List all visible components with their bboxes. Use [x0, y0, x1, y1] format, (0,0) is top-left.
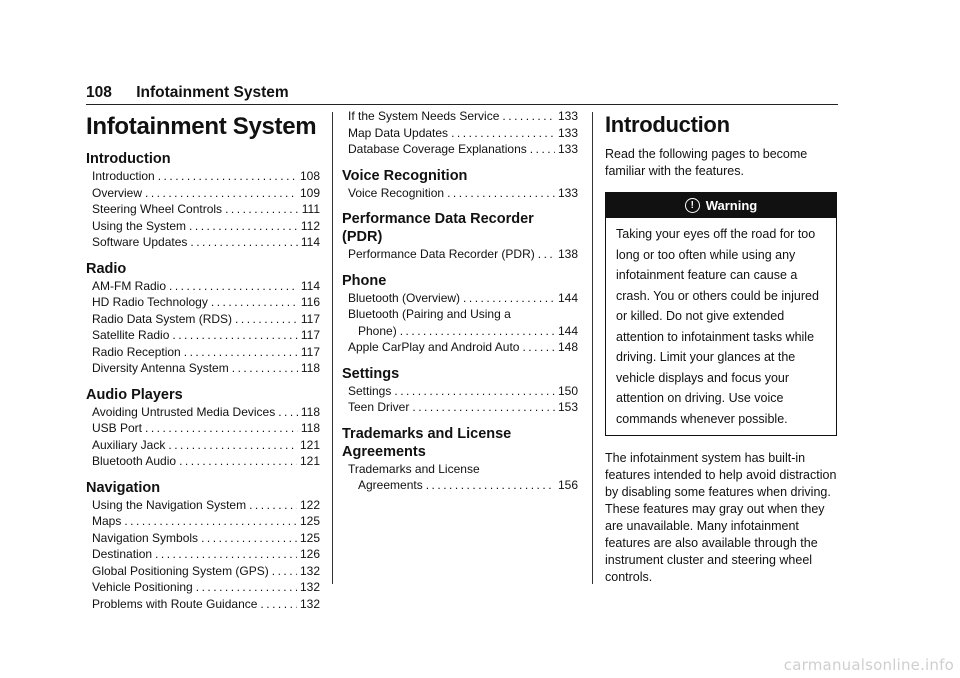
toc-entry-label: Trademarks and License — [348, 461, 480, 476]
toc-entry[interactable] — [92, 579, 320, 596]
toc-section-title: Voice Recognition — [342, 167, 468, 184]
toc-entry-page: 118 — [300, 421, 320, 435]
toc-entry-label: Avoiding Untrusted Media Devices — [92, 404, 276, 419]
toc-entry-label: Bluetooth (Pairing and Using a — [348, 307, 511, 321]
toc-entry-page: 133 — [557, 185, 578, 200]
toc-voice-list — [348, 185, 578, 202]
toc-entry[interactable] — [92, 185, 320, 202]
toc-entry[interactable] — [92, 360, 320, 377]
toc-entry-page: 125 — [299, 514, 320, 528]
toc-entry[interactable] — [92, 168, 320, 185]
toc-entry-page: 144 — [557, 290, 578, 305]
toc-entry[interactable] — [92, 311, 320, 328]
toc-entry-page: 144 — [557, 323, 578, 338]
toc-trademarks-list — [348, 461, 578, 494]
toc-entry-page: 148 — [557, 340, 578, 354]
toc-pdr-list — [348, 246, 578, 263]
column-divider — [592, 112, 593, 584]
column-divider — [332, 112, 333, 584]
toc-entry-label: Voice Recognition — [348, 185, 445, 200]
toc-entry[interactable] — [92, 420, 320, 437]
toc-entry-label: Overview — [92, 185, 143, 200]
warning-text: Taking your eyes off the road for too long or too often while using any infotainment feature can cause a crash. You or others could be injured or killed. Do not give extended attention to infotainment tasks while driving. Limit your glances at the vehicle displays and focus your attention on driving. Use voice commands whenever possible. — [616, 227, 819, 426]
warning-box — [605, 192, 837, 436]
toc-entry-page: 156 — [557, 478, 578, 492]
toc-column-2 — [342, 104, 578, 494]
toc-entry-page: 117 — [300, 328, 320, 342]
toc-entry-page: 116 — [300, 295, 320, 309]
toc-entry-page: 133 — [557, 125, 578, 140]
toc-entry-label: Radio Reception — [92, 344, 181, 359]
toc-entry[interactable] — [348, 185, 578, 202]
toc-entry-page: 153 — [557, 400, 578, 414]
warning-heading: Warning — [705, 198, 758, 213]
toc-entry-page: 121 — [299, 454, 320, 468]
toc-entry-page: 132 — [299, 580, 320, 594]
page-number: 108 — [86, 84, 112, 101]
toc-section-title: Introduction — [86, 151, 171, 167]
toc-entry-label: Database Coverage Explanations — [348, 142, 527, 156]
toc-entry[interactable] — [92, 218, 320, 235]
toc-entry[interactable] — [348, 125, 578, 142]
body-paragraph: The infotainment system has built-in features intended to help avoid distraction by disabling some features when driving. These features may gray out when they are unavailable. Many infotainment features are also available through the instrument cluster and steering wheel controls. — [605, 451, 837, 584]
toc-entry-label: HD Radio Technology — [92, 295, 208, 309]
toc-entry-label: Bluetooth Audio — [92, 454, 177, 468]
toc-entry[interactable] — [92, 294, 320, 311]
toc-entry-label: Diversity Antenna System — [92, 361, 229, 375]
toc-list — [92, 497, 320, 613]
toc-entry[interactable] — [92, 344, 320, 361]
toc-entry[interactable] — [92, 201, 320, 218]
toc-entry-label: Apple CarPlay and Android Auto — [348, 340, 520, 354]
toc-entry[interactable] — [92, 546, 320, 563]
toc-entry-label: Using the System — [92, 218, 187, 233]
toc-entry-page: 150 — [557, 383, 578, 398]
toc-entry-label: AM-FM Radio — [92, 278, 167, 293]
toc-phone-list — [348, 290, 578, 356]
toc-entry[interactable] — [348, 306, 578, 323]
watermark: carmanualsonline.info — [783, 656, 954, 674]
toc-entry-label: Vehicle Positioning — [92, 580, 193, 594]
toc-entry[interactable] — [92, 596, 320, 613]
toc-entry-label: Using the Navigation System — [92, 497, 247, 512]
introduction-title: Introduction — [605, 112, 730, 137]
toc-list — [92, 278, 320, 377]
toc-entry-label: Radio Data System (RDS) — [92, 311, 233, 326]
toc-entry-label: Map Data Updates — [348, 125, 449, 140]
toc-entry-label: Settings — [348, 383, 392, 398]
toc-entry[interactable] — [92, 453, 320, 470]
toc-entry[interactable] — [348, 246, 578, 263]
toc-entry-page: 118 — [300, 404, 320, 419]
toc-column-1 — [86, 104, 320, 612]
toc-section-title: Audio Players — [86, 386, 183, 403]
toc-entry-page: 138 — [557, 247, 578, 261]
toc-entry-page: 133 — [557, 109, 578, 123]
toc-entry-page: 118 — [300, 361, 320, 375]
toc-entry-page: 111 — [301, 202, 320, 216]
toc-entry-label: Introduction — [92, 169, 155, 183]
toc-entry-page: 112 — [300, 218, 320, 233]
toc-entry-page: 133 — [557, 142, 578, 156]
intro-paragraph: Read the following pages to become familiar with the features. — [605, 147, 808, 178]
toc-entry[interactable] — [348, 399, 578, 416]
toc-entry-page: 114 — [300, 235, 320, 249]
page-header — [86, 84, 838, 105]
toc-entry-page: 132 — [299, 596, 320, 611]
toc-entry-label: USB Port — [92, 421, 143, 435]
toc-entry-label: Satellite Radio — [92, 328, 170, 342]
toc-entry[interactable] — [92, 530, 320, 547]
warning-icon: ! — [685, 198, 700, 213]
toc-entry-label: Teen Driver — [348, 400, 410, 414]
toc-entry-continued[interactable] — [348, 323, 578, 340]
toc-entry[interactable] — [92, 278, 320, 295]
toc-entry-label: Maps — [92, 514, 122, 528]
introduction-column — [605, 104, 837, 586]
toc-entry-continued[interactable] — [348, 477, 578, 494]
toc-entry-label: Steering Wheel Controls — [92, 202, 223, 216]
toc-entry-label: Destination — [92, 547, 153, 561]
toc-entry-label: Software Updates — [92, 235, 188, 249]
toc-section-title: Radio — [86, 260, 127, 277]
toc-entry[interactable] — [92, 437, 320, 454]
toc-entry[interactable] — [348, 108, 578, 125]
toc-list — [92, 404, 320, 470]
toc-entry[interactable] — [92, 563, 320, 580]
chapter-title: Infotainment System — [86, 113, 317, 140]
toc-entry[interactable] — [92, 404, 320, 421]
toc-entry-label: Performance Data Recorder (PDR) — [348, 247, 535, 261]
toc-entry-label: If the System Needs Service — [348, 109, 500, 123]
toc-list — [92, 168, 320, 251]
header-section-title: Infotainment System — [136, 84, 289, 101]
toc-entry-page: 122 — [299, 497, 320, 512]
toc-entry[interactable] — [348, 339, 578, 356]
toc-entry-page: 132 — [299, 563, 320, 578]
toc-entry-label: Problems with Route Guidance — [92, 596, 258, 611]
toc-entry[interactable] — [92, 234, 320, 251]
toc-entry[interactable] — [348, 290, 578, 307]
toc-entry[interactable] — [348, 141, 578, 158]
toc-entry-page: 114 — [300, 278, 320, 293]
toc-entry-label: Bluetooth (Overview) — [348, 290, 461, 305]
toc-entry-page: 126 — [299, 547, 320, 561]
toc-sections — [86, 150, 320, 612]
toc-entry-page: 117 — [300, 344, 320, 359]
warning-header — [606, 193, 836, 218]
toc-settings-list — [348, 383, 578, 416]
toc-entry-page: 125 — [299, 530, 320, 545]
toc-section-title: Navigation — [86, 479, 161, 496]
toc-entry-page: 117 — [300, 311, 320, 326]
toc-entry-label: Phone) — [358, 323, 397, 338]
toc-section-title: Trademarks and License Agreements — [342, 425, 512, 460]
toc-entry-label: Navigation Symbols — [92, 530, 199, 545]
toc-section-title: Phone — [342, 272, 387, 289]
toc-entry-page: 121 — [299, 437, 320, 452]
toc-entry-page: 109 — [299, 185, 320, 200]
toc-section-title: Settings — [342, 365, 400, 382]
toc-entry[interactable] — [92, 327, 320, 344]
toc-entry[interactable] — [92, 513, 320, 530]
toc-entry[interactable] — [348, 383, 578, 400]
toc-entry-label: Auxiliary Jack — [92, 437, 166, 452]
toc-navigation-continued — [348, 108, 578, 158]
toc-entry-label: Agreements — [358, 478, 423, 492]
toc-entry[interactable] — [348, 461, 578, 478]
toc-entry-page: 108 — [299, 169, 320, 183]
toc-entry-label: Global Positioning System (GPS) — [92, 563, 269, 578]
toc-section-title: Performance Data Recorder (PDR) — [342, 211, 534, 245]
toc-entry[interactable] — [92, 497, 320, 514]
